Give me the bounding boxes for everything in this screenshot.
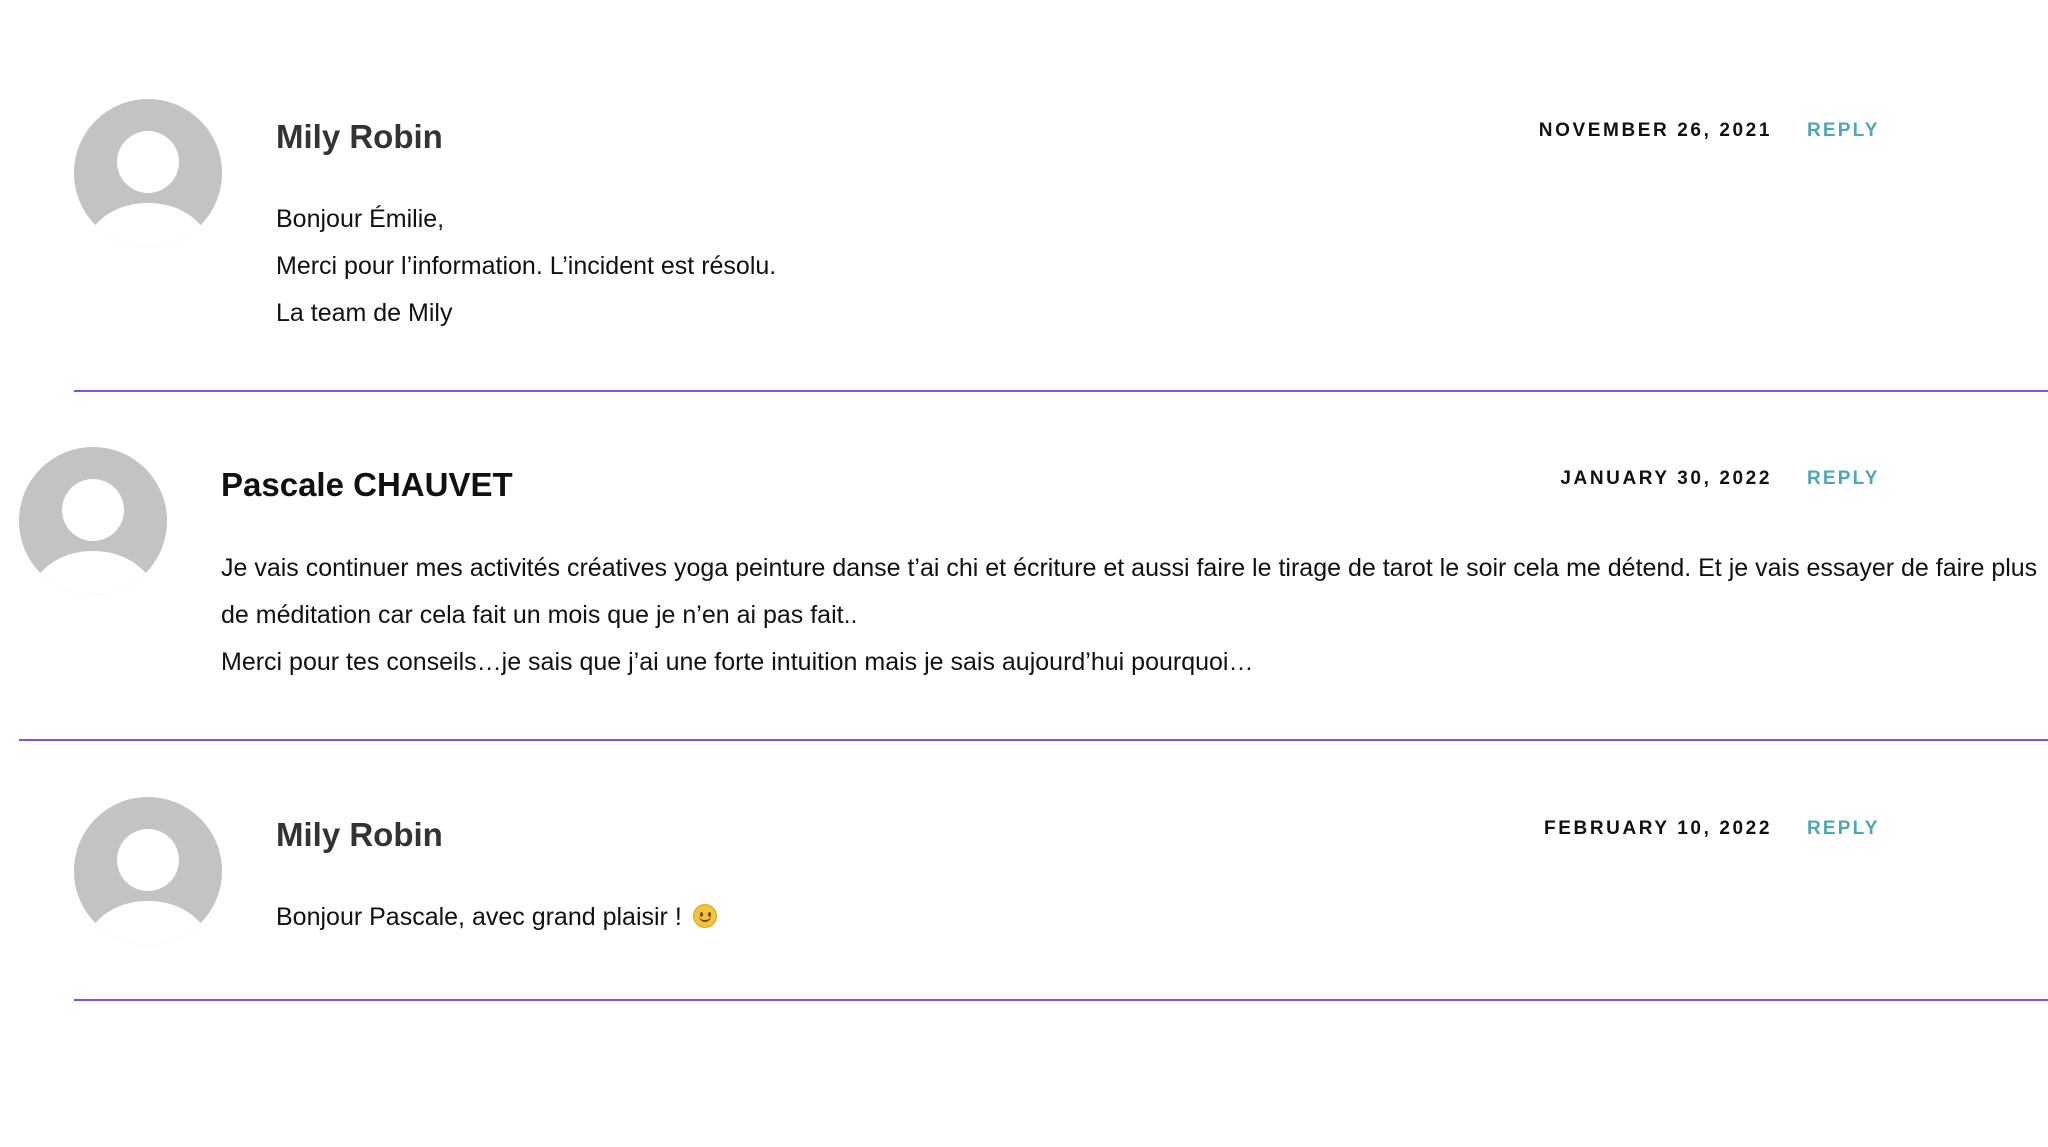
avatar	[74, 797, 222, 945]
comment-line-text: Bonjour Pascale, avec grand plaisir !	[276, 903, 682, 931]
comment-line: Merci pour l’information. L’incident est résolu.	[276, 252, 777, 280]
comment-line: Bonjour Émilie,	[276, 205, 445, 233]
reply-link[interactable]: REPLY	[1807, 468, 1880, 489]
comment-divider	[19, 739, 2048, 741]
comment-line: Merci pour tes conseils…je sais que j’ai une forte intuition mais je sais aujourd’hui pourquoi…	[221, 648, 1254, 676]
avatar-placeholder-icon	[19, 447, 167, 595]
avatar-placeholder-icon	[74, 99, 222, 247]
comment-author: Pascale CHAUVET	[221, 466, 513, 503]
slightly-smiling-face-icon	[693, 904, 717, 928]
comment-author: Mily Robin	[276, 816, 443, 853]
comment-divider	[74, 390, 2048, 392]
comment-line: Je vais continuer mes activités créatives yoga peinture danse t’ai chi et écriture et aussi faire le tirage de tarot le soir cela me détend. Et je vais essayer de faire plus de méditation car cela fait un mois que je n’en ai pas fait..	[221, 554, 2038, 629]
reply-link[interactable]: REPLY	[1807, 120, 1880, 141]
comment-author: Mily Robin	[276, 118, 443, 155]
comment-date: JANUARY 30, 2022	[1560, 468, 1772, 489]
comment-divider	[74, 999, 2048, 1001]
comment-body	[276, 894, 2036, 941]
comment-date: NOVEMBER 26, 2021	[1538, 120, 1772, 141]
avatar	[74, 99, 222, 247]
comment-date: FEBRUARY 10, 2022	[1544, 818, 1772, 839]
comment-line: La team de Mily	[276, 299, 453, 327]
comment-body	[221, 545, 2041, 686]
avatar	[19, 447, 167, 595]
comment-line	[276, 894, 2036, 941]
comment-body	[276, 196, 2036, 337]
avatar-placeholder-icon	[74, 797, 222, 945]
reply-link[interactable]: REPLY	[1807, 818, 1880, 839]
